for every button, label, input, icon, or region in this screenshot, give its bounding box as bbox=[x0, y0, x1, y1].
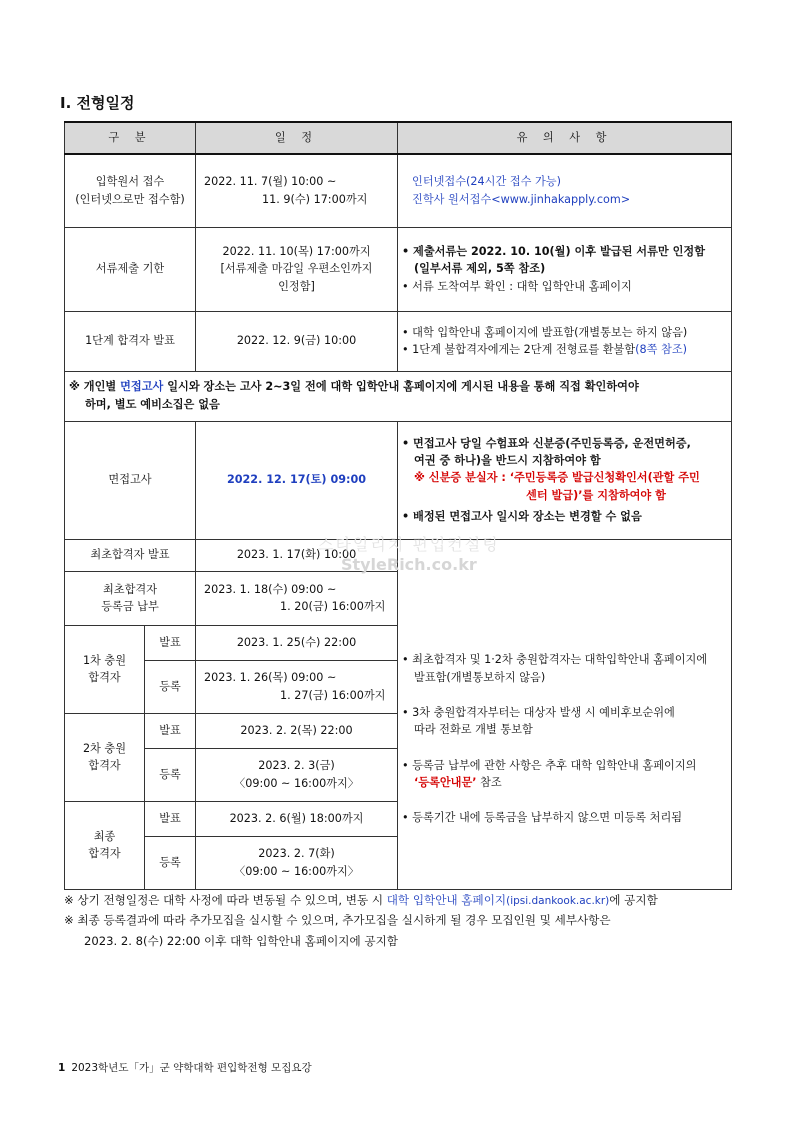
sub-label-register: 등록 bbox=[145, 660, 196, 713]
table-row bbox=[65, 227, 732, 311]
row-date: 2022. 12. 17(토) 09:00 bbox=[196, 421, 398, 539]
row-label: 1차 충원 합격자 bbox=[65, 625, 145, 713]
section-title: Ⅰ. 전형일정 bbox=[60, 94, 135, 112]
page-number: 1 bbox=[58, 1062, 66, 1074]
header-category: 구 분 bbox=[65, 122, 196, 154]
sub-label-announce: 발표 bbox=[145, 625, 196, 660]
row-label: 입학원서 접수 (인터넷으로만 접수함) bbox=[65, 154, 196, 227]
row-label: 최초합격자 발표 bbox=[65, 539, 196, 571]
jinhak-link[interactable]: 진학사 원서접수<www.jinhakapply.com> bbox=[412, 192, 631, 206]
row-label: 면접고사 bbox=[65, 421, 196, 539]
row-notes: • 면접고사 당일 수험표와 신분증(주민등록증, 운전면허증, 여권 중 하나)을 반드시 지참하여야 함 ※ 신분증 분실자 : ‘주민등록증 발급신청확인서(관할 주민 센터 발급)’를 지참하여야 함 • 배정된 면접고사 일시와 장소는 변경할 수 없음 bbox=[398, 421, 732, 539]
row-label: 서류제출 기한 bbox=[65, 227, 196, 311]
watermark: 스타일리치 편입컨설팅 StyleRich.co.kr bbox=[318, 535, 500, 574]
row-label: 2차 충원 합격자 bbox=[65, 713, 145, 801]
row-notes: • 제출서류는 2022. 10. 10(월) 이후 발급된 서류만 인정함 (일부서류 제외, 5쪽 참조) • 서류 도착여부 확인 : 대학 입학안내 홈페이지 bbox=[398, 227, 732, 311]
row-date: 2022. 12. 9(금) 10:00 bbox=[196, 311, 398, 371]
header-schedule: 일 정 bbox=[196, 122, 398, 154]
row-label: 최초합격자 등록금 납부 bbox=[65, 571, 196, 625]
interview-notice-row: ※ 개인별 면접고사 일시와 장소는 고사 2~3일 전에 대학 입학안내 홈페이지에 게시된 내용을 통해 직접 확인하여야 하며, 별도 예비소집은 없음 bbox=[65, 371, 732, 421]
homepage-link[interactable]: 대학 입학안내 홈페이지 bbox=[386, 893, 507, 907]
footer-text: 2023학년도「가」군 약학대학 편입학전형 모집요강 bbox=[71, 1062, 312, 1074]
row-notes: 인터넷접수(24시간 접수 가능) 진학사 원서접수<www.jinhakapply.com> bbox=[398, 154, 732, 227]
table-row bbox=[65, 539, 732, 571]
sub-label-register: 등록 bbox=[145, 836, 196, 889]
footnotes: ※ 상기 전형일정은 대학 사정에 따라 변동될 수 있으며, 변동 시 대학 입학안내 홈페이지(ipsi.dankook.ac.kr)에 공지함 ※ 최종 등록결과에 따라 추가모집을 실시할 수 있으며, 추가모집을 실시하게 될 경우 모집인원 및 세부사항은 2023. 2. 8(수) 22:00 이후 대학 입학안내 홈페이지에 공지함 bbox=[64, 893, 658, 948]
table-row bbox=[65, 311, 732, 371]
row-date: 2023. 1. 26(목) 09:00 ~ 1. 27(금) 16:00까지 bbox=[196, 660, 398, 713]
row-date: 2023. 1. 17(화) 10:00 bbox=[196, 539, 398, 571]
row-date: 2022. 11. 10(목) 17:00까지 [서류제출 마감일 우편소인까지 인정함] bbox=[196, 227, 398, 311]
merged-notes-cell: • 최초합격자 및 1·2차 충원합격자는 대학입학안내 홈페이지에 발표함(개별통보하지 않음) • 3차 충원합격자부터는 대상자 발생 시 예비후보순위에 따라 전화로 개별 통보함 • 등록금 납부에 관한 사항은 추후 대학 입학안내 홈페이지의 ‘등록안내문’ 참조 • 등록기간 내에 등록금을 납부하지 않으면 미등록 처리됨 bbox=[398, 539, 732, 889]
table-header-row bbox=[65, 122, 732, 154]
row-notes: • 대학 입학안내 홈페이지에 발표함(개별통보는 하지 않음) • 1단계 불합격자에게는 2단계 전형료를 환불함(8쪽 참조) bbox=[398, 311, 732, 371]
table-row bbox=[65, 154, 732, 227]
row-date: 2022. 11. 7(월) 10:00 ~ 11. 9(수) 17:00까지 bbox=[196, 154, 398, 227]
table-row bbox=[65, 421, 732, 539]
row-date: 2023. 1. 25(수) 22:00 bbox=[196, 625, 398, 660]
row-date: 2023. 2. 3(금) 〈09:00 ~ 16:00까지〉 bbox=[196, 748, 398, 801]
row-date: 2023. 2. 7(화) 〈09:00 ~ 16:00까지〉 bbox=[196, 836, 398, 889]
row-date: 2023. 2. 2(목) 22:00 bbox=[196, 713, 398, 748]
row-label: 1단계 합격자 발표 bbox=[65, 311, 196, 371]
row-date: 2023. 1. 18(수) 09:00 ~ 1. 20(금) 16:00까지 bbox=[196, 571, 398, 625]
page-footer bbox=[58, 1060, 312, 1075]
sub-label-register: 등록 bbox=[145, 748, 196, 801]
header-notes: 유 의 사 항 bbox=[398, 122, 732, 154]
row-date: 2023. 2. 6(월) 18:00까지 bbox=[196, 801, 398, 836]
schedule-table bbox=[64, 121, 732, 890]
sub-label-announce: 발표 bbox=[145, 801, 196, 836]
sub-label-announce: 발표 bbox=[145, 713, 196, 748]
row-label: 최종 합격자 bbox=[65, 801, 145, 889]
